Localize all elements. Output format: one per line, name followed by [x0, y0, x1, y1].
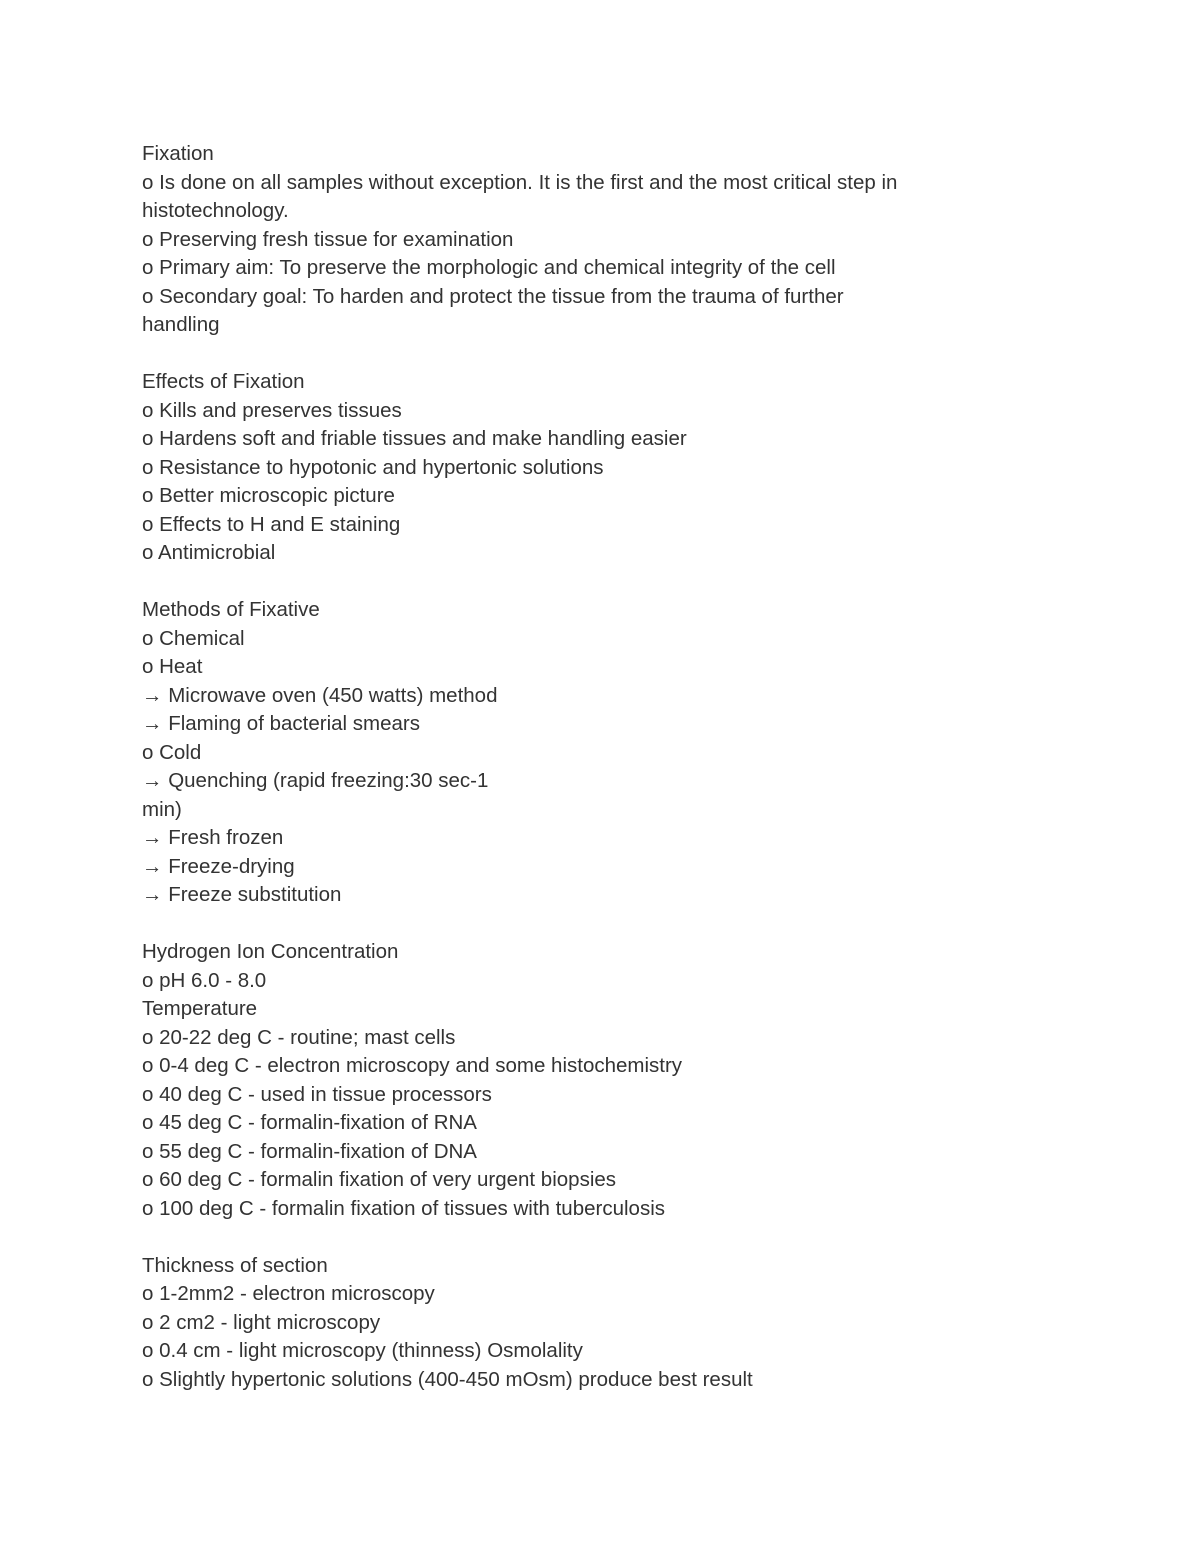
- text-line: → Fresh frozen: [142, 826, 284, 849]
- text-line: → Flaming of bacterial smears: [142, 712, 420, 735]
- text-line: o Resistance to hypotonic and hypertonic solutions: [142, 455, 604, 479]
- heading-hydrogen-ion-concentration: Hydrogen Ion Concentration: [142, 940, 399, 963]
- text-line: o 60 deg C - formalin fixation of very urgent biopsies: [142, 1168, 617, 1191]
- text-line: → Microwave oven (450 watts) method: [142, 683, 498, 707]
- text-line: → Freeze-drying: [142, 854, 295, 878]
- text-line: o Hardens soft and friable tissues and make handling easier: [142, 427, 687, 450]
- text-line: o 100 deg C - formalin fixation of tissues with tuberculosis: [142, 1196, 666, 1220]
- text-line: o Effects to H and E staining: [142, 512, 401, 536]
- text-line: o Preserving fresh tissue for examination: [142, 227, 514, 251]
- text-line: o 45 deg C - formalin-fixation of RNA: [142, 1111, 477, 1134]
- blank-line: [142, 910, 962, 939]
- heading-methods-of-fixative: Methods of Fixative: [142, 598, 320, 621]
- text-line: → Quenching (rapid freezing:30 sec-1: [142, 769, 489, 792]
- text-line: o 40 deg C - used in tissue processors: [142, 1082, 492, 1106]
- text-line: → Freeze substitution: [142, 883, 342, 906]
- text-line: o 20-22 deg C - routine; mast cells: [142, 1025, 456, 1049]
- blank-line: [142, 568, 962, 597]
- text-line: min): [142, 797, 182, 821]
- text-line: o Kills and preserves tissues: [142, 398, 402, 422]
- text-line: o 0.4 cm - light microscopy (thinness) Osmolality: [142, 1339, 583, 1362]
- text-line: o 1-2mm2 - electron microscopy: [142, 1282, 435, 1305]
- document-page: [142, 140, 962, 1394]
- text-line: o Is done on all samples without exception. It is the first and the most critical step in: [142, 170, 898, 194]
- text-line: o 0-4 deg C - electron microscopy and some histochemistry: [142, 1054, 683, 1077]
- heading-temperature: Temperature: [142, 997, 258, 1020]
- blank-line: [142, 1223, 962, 1252]
- heading-thickness-of-section: Thickness of section: [142, 1253, 328, 1277]
- blank-line: [142, 340, 962, 369]
- text-line: o Slightly hypertonic solutions (400-450 mOsm) produce best result: [142, 1367, 753, 1391]
- text-line: histotechnology.: [142, 199, 289, 222]
- text-line: o Primary aim: To preserve the morphologic and chemical integrity of the cell: [142, 256, 836, 279]
- text-line: o Better microscopic picture: [142, 484, 395, 507]
- text-line: o Secondary goal: To harden and protect the tissue from the trauma of further: [142, 284, 844, 308]
- text-line: o Cold: [142, 740, 202, 764]
- text-line: o Heat: [142, 655, 203, 678]
- text-line: o 55 deg C - formalin-fixation of DNA: [142, 1139, 477, 1163]
- text-line: o Chemical: [142, 626, 245, 650]
- text-line: o 2 cm2 - light microscopy: [142, 1310, 381, 1334]
- heading-effects-of-fixation: Effects of Fixation: [142, 370, 305, 393]
- text-line: o Antimicrobial: [142, 541, 276, 564]
- text-line: handling: [142, 313, 220, 336]
- heading-fixation: Fixation: [142, 142, 214, 165]
- text-line: o pH 6.0 - 8.0: [142, 968, 267, 992]
